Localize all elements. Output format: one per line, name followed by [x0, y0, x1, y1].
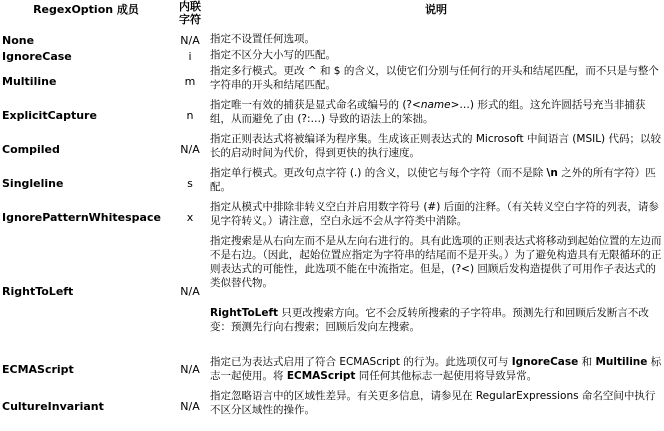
table-row — [0, 48, 664, 64]
header-desc: 说明 — [425, 3, 447, 16]
header-inline: 内联字符 — [179, 0, 201, 26]
option-desc: 指定忽略语言中的区域性差异。有关更多信息，请参见在 RegularExpressions 命名空间中执行不区分区域性的操作。 — [210, 390, 656, 416]
inline-char: N/A — [180, 33, 200, 47]
option-name: IgnorePatternWhitespace — [2, 210, 161, 224]
header-member: RegexOption 成员 — [33, 3, 139, 16]
option-desc: 指定多行模式。更改 ^ 和 $ 的含义，以使它们分别与任何行的开头和结尾匹配，而不只是与整个字符串的开头和结尾匹配。 — [210, 65, 659, 91]
option-desc: 指定不设置任何选项。 — [210, 33, 315, 45]
option-desc: 指定从模式中排除非转义空白并启用数字符号 (#) 后面的注释。（有关转义空白字符的列表，请参见字符转义。）请注意，空白永远不会从字符类中消除。 — [210, 201, 659, 227]
desc-paragraph: RightToLeft 只更改搜索方向。它不会反转所搜索的子字符串。预测先行和回顾后发断言不改变：预测先行向右搜索；回顾后发向左搜索。 — [210, 307, 649, 333]
desc-paragraph: 指定搜索是从右向左而不是从左向右进行的。具有此选项的正则表达式将移动到起始位置的左边而不是右边。（因此，起始位置应指定为字符串的结尾而不是开头。）为了避免构造具有无限循环的正则表达式的可能性，此选项不能在中流指定。但是，(?<) 回顾后发构造提供了可用作子表达式的类似替代物。 — [210, 235, 662, 289]
table-row — [0, 64, 664, 98]
inline-char: x — [186, 210, 194, 224]
option-name: RightToLeft — [2, 285, 74, 298]
option-name: None — [2, 33, 35, 47]
option-desc — [208, 234, 664, 349]
table-row — [0, 234, 664, 349]
inline-char: N/A — [180, 362, 200, 376]
option-desc: 指定单行模式。更改句点字符 (.) 的含义，以使它与每个字符（而不是除 \n 之外的所有字符）匹配。 — [210, 167, 656, 193]
inline-char: m — [184, 74, 196, 88]
inline-char: n — [186, 108, 194, 122]
table-row — [0, 98, 664, 132]
inline-char: N/A — [180, 142, 200, 156]
option-name: ExplicitCapture — [2, 108, 97, 122]
table-row — [0, 200, 664, 234]
option-name: Multiline — [2, 74, 57, 88]
inline-char: N/A — [180, 399, 200, 413]
table-header — [0, 0, 664, 32]
table-row — [0, 389, 664, 423]
option-desc: 指定唯一有效的捕获是显式命名或编号的 (?<name>…) 形式的组。这允许圆括号充当非捕获组，从而避免了由 (?:…) 导致的语法上的笨拙。 — [210, 99, 646, 125]
table-row — [0, 32, 664, 48]
inline-char: s — [187, 176, 193, 190]
inline-char: i — [188, 49, 192, 63]
option-desc: 指定正则表达式将被编译为程序集。生成该正则表达式的 Microsoft 中间语言 (MSIL) 代码；以较长的启动时间为代价，得到更快的执行速度。 — [210, 133, 661, 159]
table-row — [0, 349, 664, 389]
option-name: ECMAScript — [2, 362, 74, 376]
option-name: IgnoreCase — [2, 49, 72, 63]
table-row — [0, 132, 664, 166]
option-name: CultureInvariant — [2, 399, 104, 413]
option-desc: 指定已为表达式启用了符合 ECMAScript 的行为。此选项仅可与 IgnoreCase 和 Multiline 标志一起使用。将 ECMAScript 同任何其他标志一起使用将导致异常。 — [210, 356, 662, 382]
table-row — [0, 166, 664, 200]
option-name: Singleline — [2, 176, 64, 190]
inline-char: N/A — [180, 285, 200, 298]
option-desc: 指定不区分大小写的匹配。 — [210, 49, 336, 61]
option-name: Compiled — [2, 142, 60, 156]
